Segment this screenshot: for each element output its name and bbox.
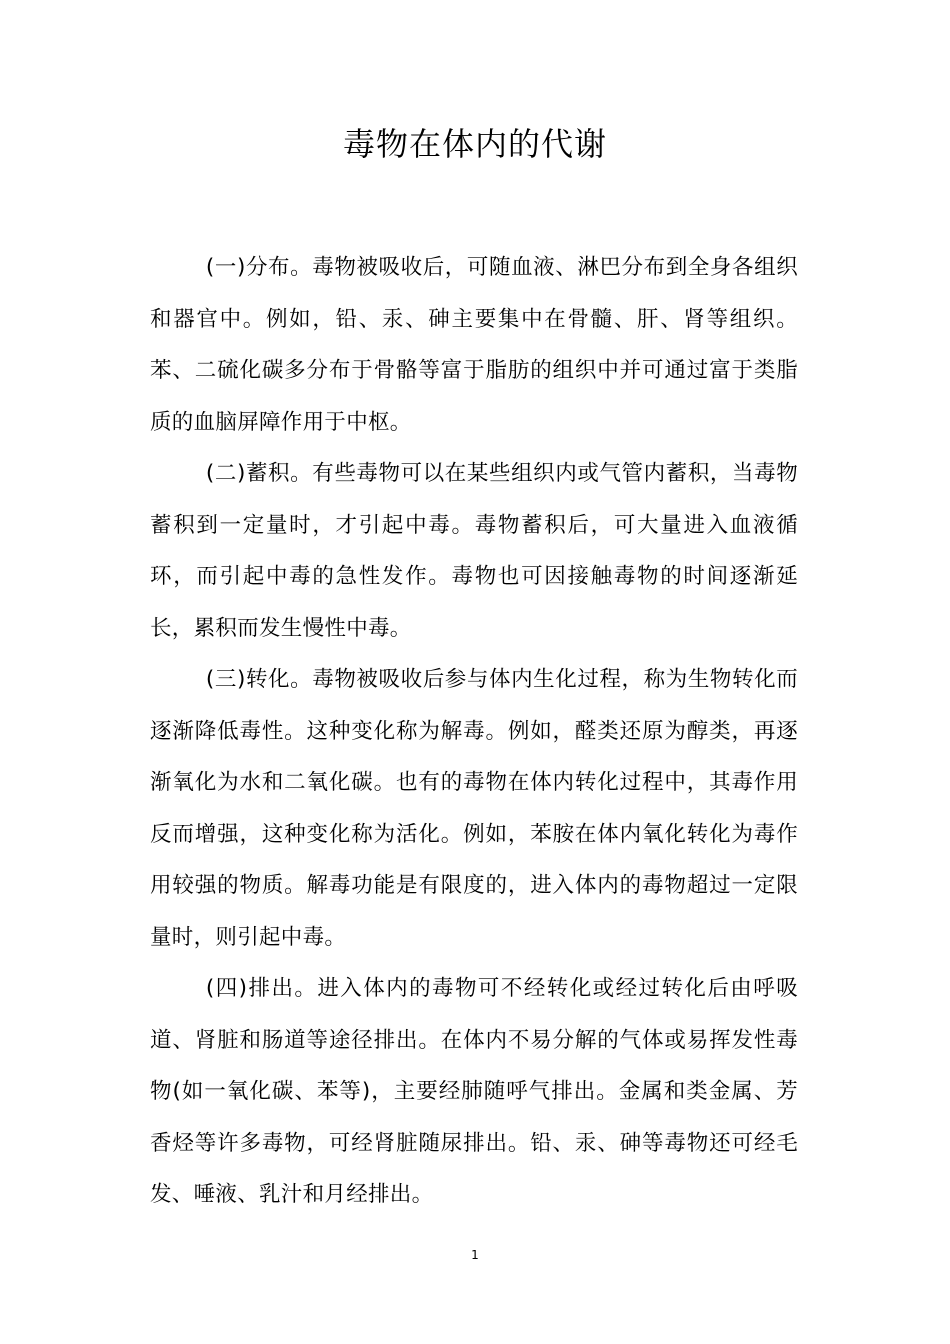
paragraph-accumulation: (二)蓄积。有些毒物可以在某些组织内或气管内蓄积，当毒物蓄积到一定量时，才引起中毒。毒物蓄积后，可大量进入血液循环，而引起中毒的急性发作。毒物也可因接触毒物的时间逐渐延长，累积而发生慢性中毒。 <box>150 461 798 641</box>
paragraph-distribution: (一)分布。毒物被吸收后，可随血液、淋巴分布到全身各组织和器官中。例如，铅、汞、砷主要集中在骨髓、肝、肾等组织。苯、二硫化碳多分布于骨骼等富于脂肪的组织中并可通过富于类脂质的血脑屏障作用于中枢。 <box>150 255 798 435</box>
paragraph-excretion: (四)排出。进入体内的毒物可不经转化或经过转化后由呼吸道、肾脏和肠道等途径排出。在体内不易分解的气体或易挥发性毒物(如一氧化碳、苯等)，主要经肺随呼气排出。金属和类金属、芳香烃等许多毒物，可经肾脏随尿排出。铅、汞、砷等毒物还可经毛发、唾液、乳汁和月经排出。 <box>150 976 798 1207</box>
paragraph-transformation: (三)转化。毒物被吸收后参与体内生化过程，称为生物转化而逐渐降低毒性。这种变化称为解毒。例如，醛类还原为醇类，再逐渐氧化为水和二氧化碳。也有的毒物在体内转化过程中，其毒作用反而增强，这种变化称为活化。例如，苯胺在体内氧化转化为毒作用较强的物质。解毒功能是有限度的，进入体内的毒物超过一定限量时，则引起中毒。 <box>150 667 798 950</box>
page-number: 1 <box>471 1248 479 1262</box>
document-title: 毒物在体内的代谢 <box>342 125 607 163</box>
document-body <box>150 242 798 1221</box>
